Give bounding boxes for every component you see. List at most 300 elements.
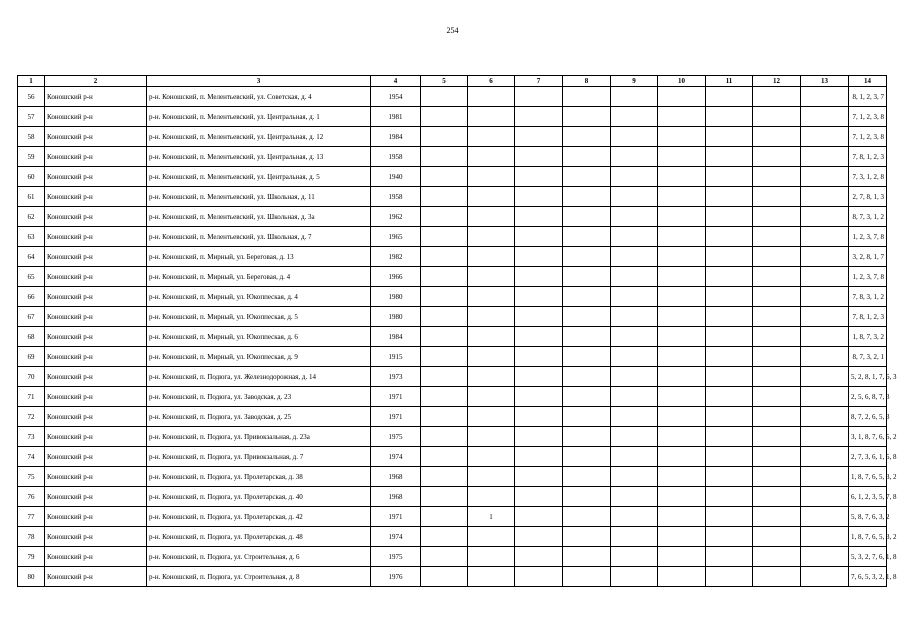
year-cell: 1915 <box>371 347 421 367</box>
empty-cell <box>658 267 706 287</box>
table-row <box>18 227 887 247</box>
code-cell: 7, 8, 1, 2, 3 <box>849 307 887 327</box>
empty-cell <box>611 567 658 587</box>
empty-cell <box>611 247 658 267</box>
row-number: 75 <box>18 467 45 487</box>
empty-cell <box>801 267 849 287</box>
empty-cell <box>753 507 801 527</box>
year-cell: 1971 <box>371 507 421 527</box>
year-cell: 1965 <box>371 227 421 247</box>
address-cell: р-н. Коношский, п. Мирный, ул. Юкоппеская, д. 4 <box>147 287 371 307</box>
empty-cell <box>753 367 801 387</box>
empty-cell <box>611 387 658 407</box>
column-header: 11 <box>706 76 753 87</box>
empty-cell <box>515 107 563 127</box>
empty-cell <box>801 187 849 207</box>
empty-cell <box>515 307 563 327</box>
empty-cell <box>706 207 753 227</box>
column-header: 3 <box>147 76 371 87</box>
page-number: 254 <box>446 26 459 35</box>
table-row <box>18 127 887 147</box>
year-cell: 1968 <box>371 467 421 487</box>
district-cell: Коношский р-н <box>45 467 147 487</box>
row-number: 77 <box>18 507 45 527</box>
empty-cell <box>611 127 658 147</box>
empty-cell <box>706 507 753 527</box>
year-cell: 1980 <box>371 307 421 327</box>
empty-cell <box>801 567 849 587</box>
empty-cell <box>421 447 468 467</box>
year-cell: 1971 <box>371 387 421 407</box>
address-cell: р-н. Коношский, п. Мелентьевский, ул. Центральная, д. 12 <box>147 127 371 147</box>
table-row <box>18 107 887 127</box>
empty-cell <box>658 407 706 427</box>
address-cell: р-н. Коношский, п. Подюга, ул. Пролетарская, д. 38 <box>147 467 371 487</box>
district-cell: Коношский р-н <box>45 227 147 247</box>
year-cell: 1962 <box>371 207 421 227</box>
row-number: 70 <box>18 367 45 387</box>
district-cell: Коношский р-н <box>45 207 147 227</box>
empty-cell <box>611 187 658 207</box>
district-cell: Коношский р-н <box>45 567 147 587</box>
district-cell: Коношский р-н <box>45 147 147 167</box>
column-header: 2 <box>45 76 147 87</box>
empty-cell <box>515 267 563 287</box>
address-cell: р-н. Коношский, п. Подюга, ул. Заводская, д. 23 <box>147 387 371 407</box>
empty-cell <box>515 247 563 267</box>
empty-cell <box>658 147 706 167</box>
table-row <box>18 527 887 547</box>
table-row <box>18 547 887 567</box>
code-cell: 3, 1, 8, 7, 6, 5, 2 <box>849 427 887 447</box>
district-cell: Коношский р-н <box>45 327 147 347</box>
empty-cell <box>563 307 611 327</box>
address-cell: р-н. Коношский, п. Мелентьевский, ул. Центральная, д. 13 <box>147 147 371 167</box>
empty-cell <box>706 467 753 487</box>
empty-cell <box>753 127 801 147</box>
table-row <box>18 207 887 227</box>
table-row <box>18 187 887 207</box>
address-cell: р-н. Коношский, п. Подюга, ул. Строительная, д. 6 <box>147 547 371 567</box>
empty-cell <box>515 207 563 227</box>
empty-cell <box>706 227 753 247</box>
empty-cell <box>563 167 611 187</box>
header-row <box>18 76 887 87</box>
empty-cell <box>753 427 801 447</box>
empty-cell <box>706 407 753 427</box>
column-header: 8 <box>563 76 611 87</box>
empty-cell <box>563 287 611 307</box>
empty-cell <box>706 447 753 467</box>
empty-cell <box>658 187 706 207</box>
empty-cell <box>515 227 563 247</box>
empty-cell <box>706 87 753 107</box>
empty-cell <box>753 287 801 307</box>
empty-cell <box>706 307 753 327</box>
table-row <box>18 507 887 527</box>
table-row <box>18 147 887 167</box>
empty-cell <box>421 267 468 287</box>
address-cell: р-н. Коношский, п. Подюга, ул. Пролетарская, д. 40 <box>147 487 371 507</box>
district-cell: Коношский р-н <box>45 507 147 527</box>
district-cell: Коношский р-н <box>45 547 147 567</box>
empty-cell <box>658 347 706 367</box>
empty-cell <box>421 387 468 407</box>
empty-cell <box>563 427 611 447</box>
empty-cell <box>801 147 849 167</box>
empty-cell <box>706 327 753 347</box>
empty-cell <box>421 487 468 507</box>
empty-cell <box>753 247 801 267</box>
empty-cell <box>658 567 706 587</box>
empty-cell <box>753 407 801 427</box>
empty-cell <box>421 107 468 127</box>
col6-cell <box>468 487 515 507</box>
empty-cell <box>611 467 658 487</box>
empty-cell <box>515 547 563 567</box>
year-cell: 1958 <box>371 187 421 207</box>
row-number: 66 <box>18 287 45 307</box>
address-cell: р-н. Коношский, п. Мирный, ул. Юкоппеская, д. 9 <box>147 347 371 367</box>
empty-cell <box>421 247 468 267</box>
empty-cell <box>706 347 753 367</box>
empty-cell <box>563 467 611 487</box>
district-cell: Коношский р-н <box>45 387 147 407</box>
address-cell: р-н. Коношский, п. Подюга, ул. Пролетарская, д. 48 <box>147 527 371 547</box>
col6-cell <box>468 247 515 267</box>
col6-cell <box>468 167 515 187</box>
empty-cell <box>563 127 611 147</box>
col6-cell <box>468 87 515 107</box>
code-cell: 1, 8, 7, 6, 5, 3, 2 <box>849 467 887 487</box>
table-row <box>18 567 887 587</box>
row-number: 56 <box>18 87 45 107</box>
year-cell: 1973 <box>371 367 421 387</box>
col6-cell <box>468 147 515 167</box>
col6-cell <box>468 427 515 447</box>
year-cell: 1974 <box>371 527 421 547</box>
code-cell: 7, 8, 1, 2, 3 <box>849 147 887 167</box>
district-cell: Коношский р-н <box>45 427 147 447</box>
empty-cell <box>515 347 563 367</box>
year-cell: 1984 <box>371 127 421 147</box>
year-cell: 1968 <box>371 487 421 507</box>
address-cell: р-н. Коношский, п. Подюга, ул. Заводская, д. 25 <box>147 407 371 427</box>
year-cell: 1958 <box>371 147 421 167</box>
empty-cell <box>563 507 611 527</box>
empty-cell <box>706 547 753 567</box>
empty-cell <box>706 427 753 447</box>
empty-cell <box>563 187 611 207</box>
empty-cell <box>563 447 611 467</box>
code-cell: 6, 1, 2, 3, 5, 7, 8 <box>849 487 887 507</box>
row-number: 64 <box>18 247 45 267</box>
empty-cell <box>753 227 801 247</box>
code-cell: 8, 7, 3, 1, 2 <box>849 207 887 227</box>
empty-cell <box>801 87 849 107</box>
empty-cell <box>515 487 563 507</box>
table-row <box>18 387 887 407</box>
empty-cell <box>611 227 658 247</box>
row-number: 71 <box>18 387 45 407</box>
address-cell: р-н. Коношский, п. Мирный, ул. Юкоппеская, д. 6 <box>147 327 371 347</box>
year-cell: 1980 <box>371 287 421 307</box>
table-row <box>18 407 887 427</box>
empty-cell <box>611 427 658 447</box>
empty-cell <box>421 367 468 387</box>
empty-cell <box>611 167 658 187</box>
empty-cell <box>706 367 753 387</box>
code-cell: 5, 3, 2, 7, 6, 1, 8 <box>849 547 887 567</box>
empty-cell <box>515 527 563 547</box>
empty-cell <box>515 407 563 427</box>
empty-cell <box>563 267 611 287</box>
empty-cell <box>658 207 706 227</box>
empty-cell <box>563 347 611 367</box>
row-number: 69 <box>18 347 45 367</box>
empty-cell <box>611 347 658 367</box>
col6-cell <box>468 287 515 307</box>
district-cell: Коношский р-н <box>45 167 147 187</box>
empty-cell <box>753 327 801 347</box>
code-cell: 2, 7, 8, 1, 3 <box>849 187 887 207</box>
empty-cell <box>706 127 753 147</box>
empty-cell <box>563 547 611 567</box>
empty-cell <box>658 547 706 567</box>
empty-cell <box>611 147 658 167</box>
empty-cell <box>801 247 849 267</box>
empty-cell <box>515 467 563 487</box>
empty-cell <box>658 287 706 307</box>
empty-cell <box>753 187 801 207</box>
col6-cell <box>468 187 515 207</box>
column-header: 13 <box>801 76 849 87</box>
empty-cell <box>563 247 611 267</box>
district-cell: Коношский р-н <box>45 187 147 207</box>
address-cell: р-н. Коношский, п. Мирный, ул. Береговая, д. 4 <box>147 267 371 287</box>
empty-cell <box>753 447 801 467</box>
col6-cell <box>468 327 515 347</box>
empty-cell <box>611 87 658 107</box>
empty-cell <box>658 327 706 347</box>
district-cell: Коношский р-н <box>45 127 147 147</box>
empty-cell <box>515 567 563 587</box>
empty-cell <box>753 167 801 187</box>
empty-cell <box>563 387 611 407</box>
column-header: 4 <box>371 76 421 87</box>
row-number: 63 <box>18 227 45 247</box>
empty-cell <box>563 407 611 427</box>
empty-cell <box>753 107 801 127</box>
empty-cell <box>515 327 563 347</box>
table-body <box>18 87 897 587</box>
column-header: 5 <box>421 76 468 87</box>
empty-cell <box>706 107 753 127</box>
empty-cell <box>421 167 468 187</box>
empty-cell <box>658 227 706 247</box>
col6-cell: 1 <box>468 507 515 527</box>
empty-cell <box>658 127 706 147</box>
code-cell: 7, 8, 3, 1, 2 <box>849 287 887 307</box>
col6-cell <box>468 207 515 227</box>
col6-cell <box>468 527 515 547</box>
empty-cell <box>611 367 658 387</box>
table-row <box>18 347 887 367</box>
empty-cell <box>801 347 849 367</box>
year-cell: 1974 <box>371 447 421 467</box>
empty-cell <box>801 427 849 447</box>
address-cell: р-н. Коношский, п. Мелентьевский, ул. Центральная, д. 1 <box>147 107 371 127</box>
empty-cell <box>658 487 706 507</box>
table-row <box>18 427 887 447</box>
year-cell: 1981 <box>371 107 421 127</box>
col6-cell <box>468 387 515 407</box>
empty-cell <box>421 567 468 587</box>
empty-cell <box>421 427 468 447</box>
col6-cell <box>468 267 515 287</box>
row-number: 65 <box>18 267 45 287</box>
column-header: 9 <box>611 76 658 87</box>
table-row <box>18 307 887 327</box>
district-cell: Коношский р-н <box>45 347 147 367</box>
district-cell: Коношский р-н <box>45 407 147 427</box>
empty-cell <box>563 487 611 507</box>
district-cell: Коношский р-н <box>45 527 147 547</box>
empty-cell <box>563 147 611 167</box>
empty-cell <box>801 307 849 327</box>
empty-cell <box>563 327 611 347</box>
row-number: 78 <box>18 527 45 547</box>
column-header: 7 <box>515 76 563 87</box>
code-cell: 8, 7, 2, 6, 5, 3 <box>849 407 887 427</box>
empty-cell <box>563 527 611 547</box>
column-header: 1 <box>18 76 45 87</box>
empty-cell <box>753 467 801 487</box>
empty-cell <box>421 307 468 327</box>
code-cell: 2, 7, 3, 6, 1, 5, 8 <box>849 447 887 467</box>
empty-cell <box>753 347 801 367</box>
col6-cell <box>468 367 515 387</box>
col6-cell <box>468 347 515 367</box>
empty-cell <box>801 547 849 567</box>
table-row <box>18 467 887 487</box>
row-number: 68 <box>18 327 45 347</box>
empty-cell <box>515 387 563 407</box>
empty-cell <box>658 527 706 547</box>
empty-cell <box>706 567 753 587</box>
district-cell: Коношский р-н <box>45 87 147 107</box>
code-cell: 1, 2, 3, 7, 8 <box>849 227 887 247</box>
empty-cell <box>801 327 849 347</box>
empty-cell <box>658 467 706 487</box>
empty-cell <box>706 267 753 287</box>
empty-cell <box>611 327 658 347</box>
empty-cell <box>658 247 706 267</box>
empty-cell <box>421 347 468 367</box>
empty-cell <box>421 207 468 227</box>
empty-cell <box>563 567 611 587</box>
code-cell: 8, 7, 3, 2, 1 <box>849 347 887 367</box>
empty-cell <box>515 427 563 447</box>
empty-cell <box>421 507 468 527</box>
column-header: 6 <box>468 76 515 87</box>
empty-cell <box>706 287 753 307</box>
year-cell: 1982 <box>371 247 421 267</box>
empty-cell <box>611 447 658 467</box>
empty-cell <box>753 147 801 167</box>
empty-cell <box>801 127 849 147</box>
district-cell: Коношский р-н <box>45 247 147 267</box>
empty-cell <box>563 107 611 127</box>
empty-cell <box>753 567 801 587</box>
district-cell: Коношский р-н <box>45 447 147 467</box>
year-cell: 1940 <box>371 167 421 187</box>
empty-cell <box>515 167 563 187</box>
empty-cell <box>515 187 563 207</box>
empty-cell <box>658 367 706 387</box>
col6-cell <box>468 447 515 467</box>
empty-cell <box>611 507 658 527</box>
empty-cell <box>801 207 849 227</box>
code-cell: 7, 6, 5, 3, 2, 1, 8 <box>849 567 887 587</box>
empty-cell <box>563 87 611 107</box>
district-cell: Коношский р-н <box>45 307 147 327</box>
empty-cell <box>421 547 468 567</box>
empty-cell <box>658 427 706 447</box>
row-number: 79 <box>18 547 45 567</box>
empty-cell <box>706 187 753 207</box>
table-row <box>18 447 887 467</box>
row-number: 67 <box>18 307 45 327</box>
empty-cell <box>706 247 753 267</box>
code-cell: 3, 2, 8, 1, 7 <box>849 247 887 267</box>
code-cell: 5, 8, 7, 6, 3, 2 <box>849 507 887 527</box>
row-number: 74 <box>18 447 45 467</box>
col6-cell <box>468 307 515 327</box>
row-number: 73 <box>18 427 45 447</box>
empty-cell <box>753 307 801 327</box>
col6-cell <box>468 127 515 147</box>
empty-cell <box>611 487 658 507</box>
empty-cell <box>421 327 468 347</box>
empty-cell <box>421 147 468 167</box>
table-row <box>18 327 887 347</box>
row-number: 62 <box>18 207 45 227</box>
empty-cell <box>801 487 849 507</box>
year-cell: 1975 <box>371 547 421 567</box>
code-cell: 5, 2, 8, 1, 7, 6, 3 <box>849 367 887 387</box>
empty-cell <box>658 107 706 127</box>
row-number: 61 <box>18 187 45 207</box>
empty-cell <box>611 407 658 427</box>
district-cell: Коношский р-н <box>45 107 147 127</box>
district-cell: Коношский р-н <box>45 267 147 287</box>
empty-cell <box>753 267 801 287</box>
table-row <box>18 287 887 307</box>
year-cell: 1976 <box>371 567 421 587</box>
address-cell: р-н. Коношский, п. Подюга, ул. Привокзальная, д. 7 <box>147 447 371 467</box>
empty-cell <box>421 467 468 487</box>
empty-cell <box>706 147 753 167</box>
table-row <box>18 167 887 187</box>
column-header: 12 <box>753 76 801 87</box>
empty-cell <box>611 527 658 547</box>
empty-cell <box>658 87 706 107</box>
empty-cell <box>515 507 563 527</box>
code-cell: 7, 1, 2, 3, 8 <box>849 107 887 127</box>
row-number: 60 <box>18 167 45 187</box>
empty-cell <box>801 227 849 247</box>
